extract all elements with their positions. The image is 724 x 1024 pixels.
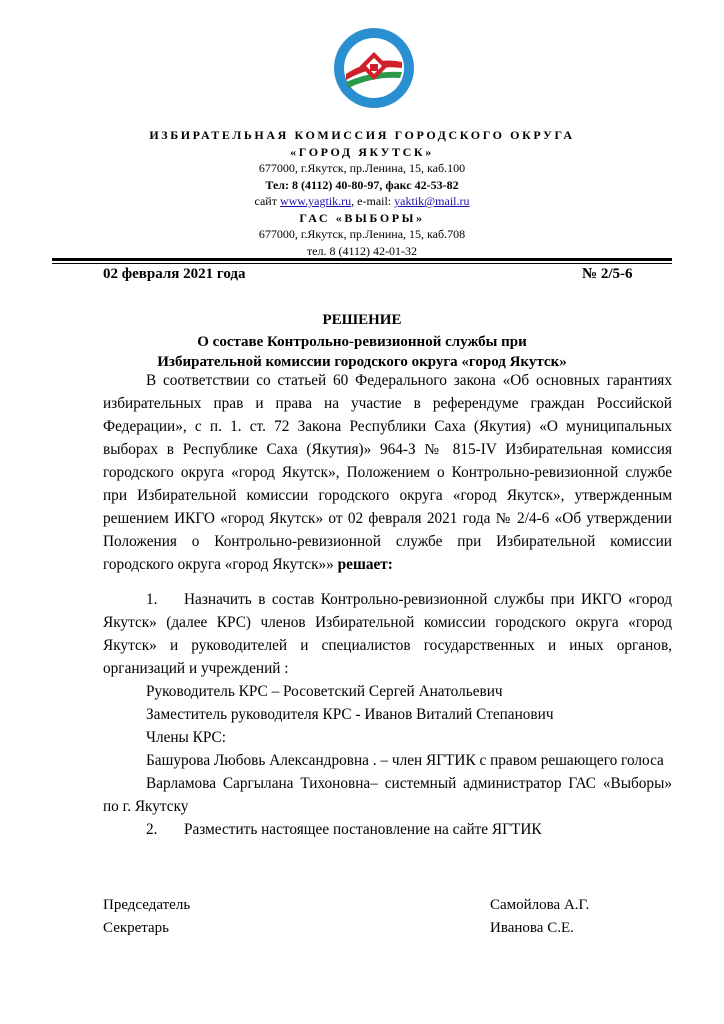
org-name: ИЗБИРАТЕЛЬНАЯ КОМИССИЯ ГОРОДСКОГО ОКРУГА xyxy=(149,128,575,142)
item-1 xyxy=(103,588,672,680)
divider xyxy=(52,258,672,261)
divider xyxy=(52,263,672,264)
document-date: 02 февраля 2021 года xyxy=(103,266,246,282)
org-city: «ГОРОД ЯКУТСК» xyxy=(290,144,434,159)
commission-emblem-logo xyxy=(332,26,416,110)
email-link[interactable]: yaktik@mail.ru xyxy=(394,194,470,208)
address: 677000, г.Якутск, пр.Ленина, 15, каб.100 xyxy=(258,161,466,175)
document-title xyxy=(0,310,724,372)
preamble-text: В соответствии со статьей 60 Федерального закона «Об основных гарантиях избирательных прав и права на участие в референдуме граждан Российской Федерации», с п. 1. ст. 72 Закона Республики Саха (Якутия) «О муниципальных выборах в Республике Саха (Якутия)» 964-З № 815-IV Избирательная комиссия городского округа «город Якутск», Положением о Контрольно-ревизионной службе при Избирательной комиссии городского округа «город Якутск», утвержденным решением ИКГО «город Якутск» от 02 февраля 2021 года № 2/4-6 «Об утверждении Положения о Контрольно-ревизионной службе при Избирательной комиссии городского округа «город Якутск»» xyxy=(103,372,672,573)
email-label: , e-mail: xyxy=(351,194,395,208)
deputy-of-krs: Заместитель руководителя КРС - Иванов Виталий Степанович xyxy=(146,706,554,723)
gas-name: ГАС «ВЫБОРЫ» xyxy=(299,210,425,225)
signature-role: Секретарь xyxy=(103,920,170,936)
signature-name: Самойлова А.Г. xyxy=(490,897,590,913)
document-body xyxy=(103,369,672,841)
title-line: О составе Контрольно-ревизионной службы при xyxy=(197,334,527,350)
signatures xyxy=(103,894,672,940)
member: Башурова Любовь Александровна . – член ЯГТИК с правом решающего голоса xyxy=(146,752,664,769)
item-number: 1. xyxy=(146,591,158,608)
item-text: Разместить настоящее постановление на сайте ЯГТИК xyxy=(184,821,542,838)
title-main: РЕШЕНИЕ xyxy=(322,312,402,328)
letterhead xyxy=(0,127,724,259)
gas-phone: тел. 8 (4112) 42-01-32 xyxy=(306,243,418,258)
signature-row xyxy=(103,917,672,940)
title-line: Избирательной комиссии городского округа «город Якутск» xyxy=(157,354,567,370)
member: Варламова Саргылана Тихоновна– системный администратор ГАС «Выборы» по г. Якутску xyxy=(103,775,672,815)
members-label: Члены КРС: xyxy=(146,729,227,746)
site-label: сайт xyxy=(254,194,280,208)
decides: решает: xyxy=(337,556,393,573)
phone: Тел: 8 (4112) 40-80-97, факс 42-53-82 xyxy=(265,177,459,192)
item-text: Назначить в состав Контрольно-ревизионной службы при ИКГО «город Якутск» (далее КРС) членов Избирательной комиссии городского округа «город Якутск» и руководителей и специалистов государственных и иных органов, организаций и учреждений : xyxy=(103,591,672,677)
preamble xyxy=(103,369,672,576)
signature-role: Председатель xyxy=(103,897,191,913)
document-number: № 2/5-6 xyxy=(582,266,633,282)
item-2 xyxy=(103,818,672,841)
signature-name: Иванова С.Е. xyxy=(490,920,574,936)
site-link[interactable]: www.yagtik.ru xyxy=(279,194,352,208)
head-of-krs: Руководитель КРС – Росоветский Сергей Анатольевич xyxy=(146,683,503,700)
signature-row xyxy=(103,894,672,917)
gas-address: 677000, г.Якутск, пр.Ленина, 15, каб.708 xyxy=(258,227,466,241)
item-number: 2. xyxy=(146,821,158,838)
contacts xyxy=(0,193,724,210)
